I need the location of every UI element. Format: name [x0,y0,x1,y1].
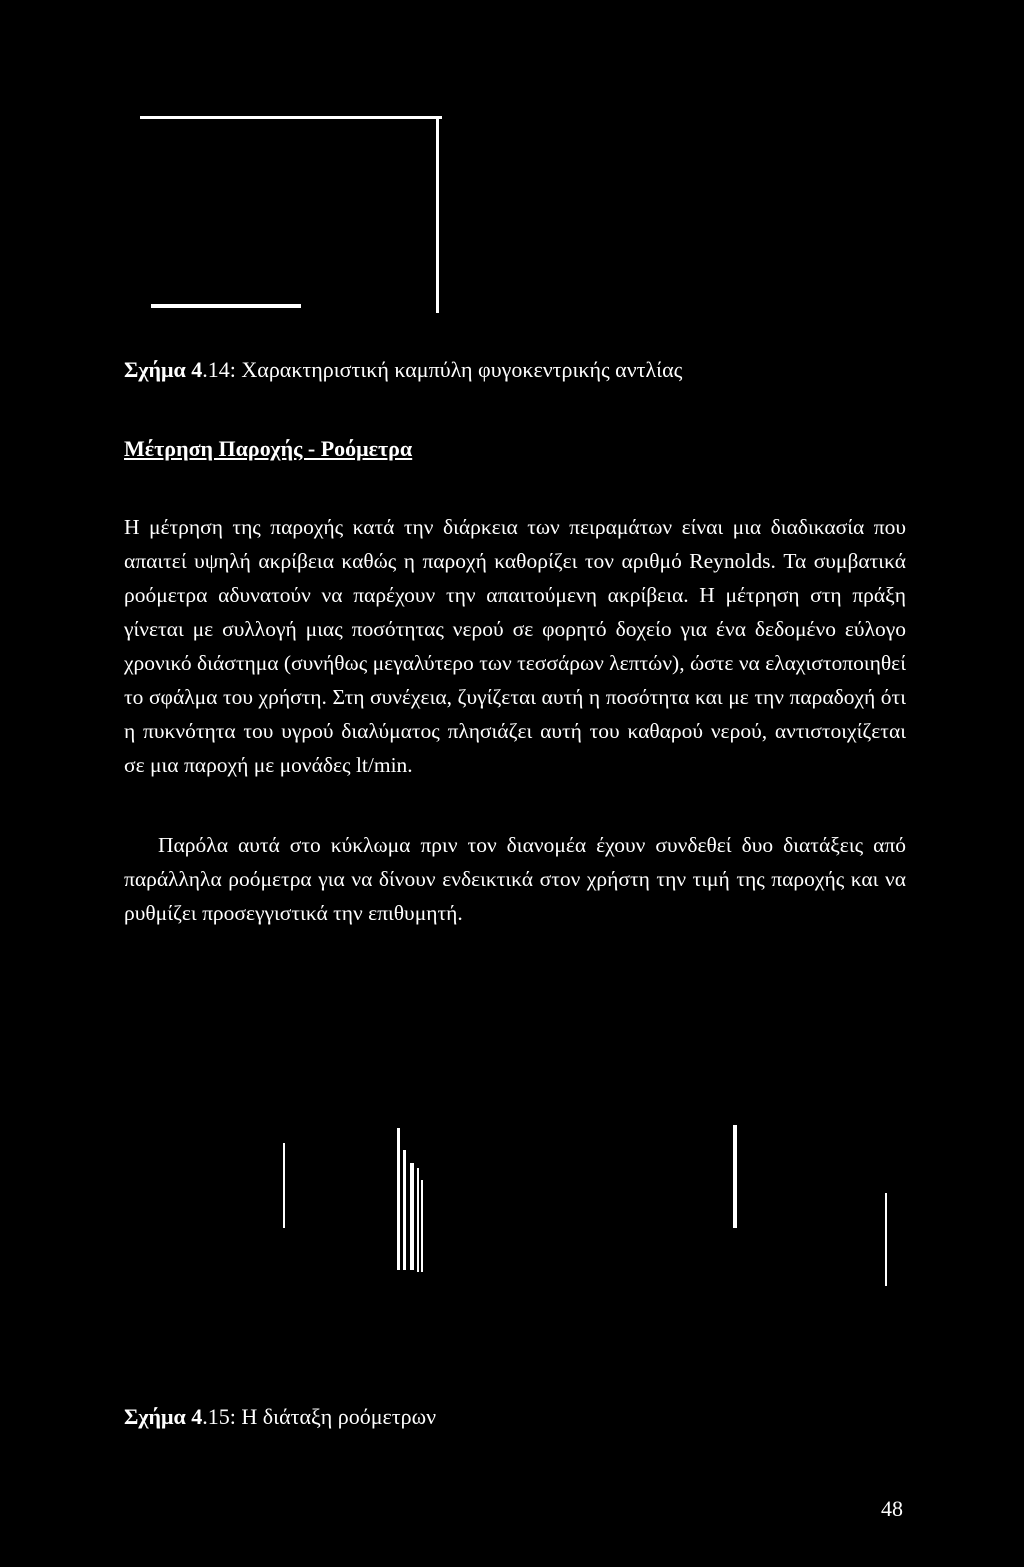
figure-4-14-caption [124,357,682,383]
flowmeter-stroke [733,1125,737,1228]
paragraph-1: Η μέτρηση της παροχής κατά την διάρκεια των πειραμάτων είναι μια διαδικασία που απαιτεί υψηλή ακρίβεια καθώς η παροχή καθορίζει τον αριθμό Reynolds. Τα συμβατικά ροόμετρα αδυνατούν να παρέχουν την απαιτούμενη ακρίβεια. Η μέτρηση στη πράξη γίνεται με συλλογή μιας ποσότητας νερού σε φορητό δοχείο για ένα δεδομένο εύλογο χρονικό διάστημα (συνήθως μεγαλύτερο των τεσσάρων λεπτών), ώστε να ελαχιστοποιηθεί το σφάλμα του χρήστη. Στη συνέχεια, ζυγίζεται αυτή η ποσότητα και με την παραδοχή ότι η πυκνότητα του υγρού διαλύματος πλησιάζει αυτή του καθαρού νερού, αντιστοιχίζεται σε μια παροχή με μονάδες lt/min. [124,515,906,777]
flowmeter-stroke [421,1180,423,1272]
flowmeter-stroke [403,1150,406,1270]
page-number: 48 [881,1496,903,1521]
flowmeter-stroke [410,1163,414,1270]
section-heading: Μέτρηση Παροχής - Ροόμετρα [124,436,413,461]
figure-4-15-caption-text: .15: Η διάταξη ροόμετρων [202,1404,437,1429]
paragraph-2: Παρόλα αυτά στο κύκλωμα πριν τον διανομέα έχουν συνδεθεί δυο διατάξεις από παράλληλα ροόμετρα για να δίνουν ενδεικτικά στον χρήστη την τιμή της παροχής και να ρυθμίζει προσεγγιστικά την επιθυμητή. [124,833,906,925]
figure-4-14-caption-label: Σχήμα 4 [124,357,203,382]
figure-4-14-caption-text: .14: Χαρακτηριστική καμπύλη φυγοκεντρικής αντλίας [202,357,683,382]
flowmeter-stroke [283,1143,285,1228]
flowmeter-stroke [417,1168,419,1272]
figure-4-14-frame-top [140,116,442,119]
figure-4-15-caption-label: Σχήμα 4 [124,1404,203,1429]
figure-4-14-frame-bottom [151,304,301,308]
figure-4-15-caption [124,1404,436,1430]
flowmeter-stroke [397,1128,400,1270]
flowmeter-stroke [885,1193,887,1286]
figure-4-14-frame-right [436,116,439,313]
